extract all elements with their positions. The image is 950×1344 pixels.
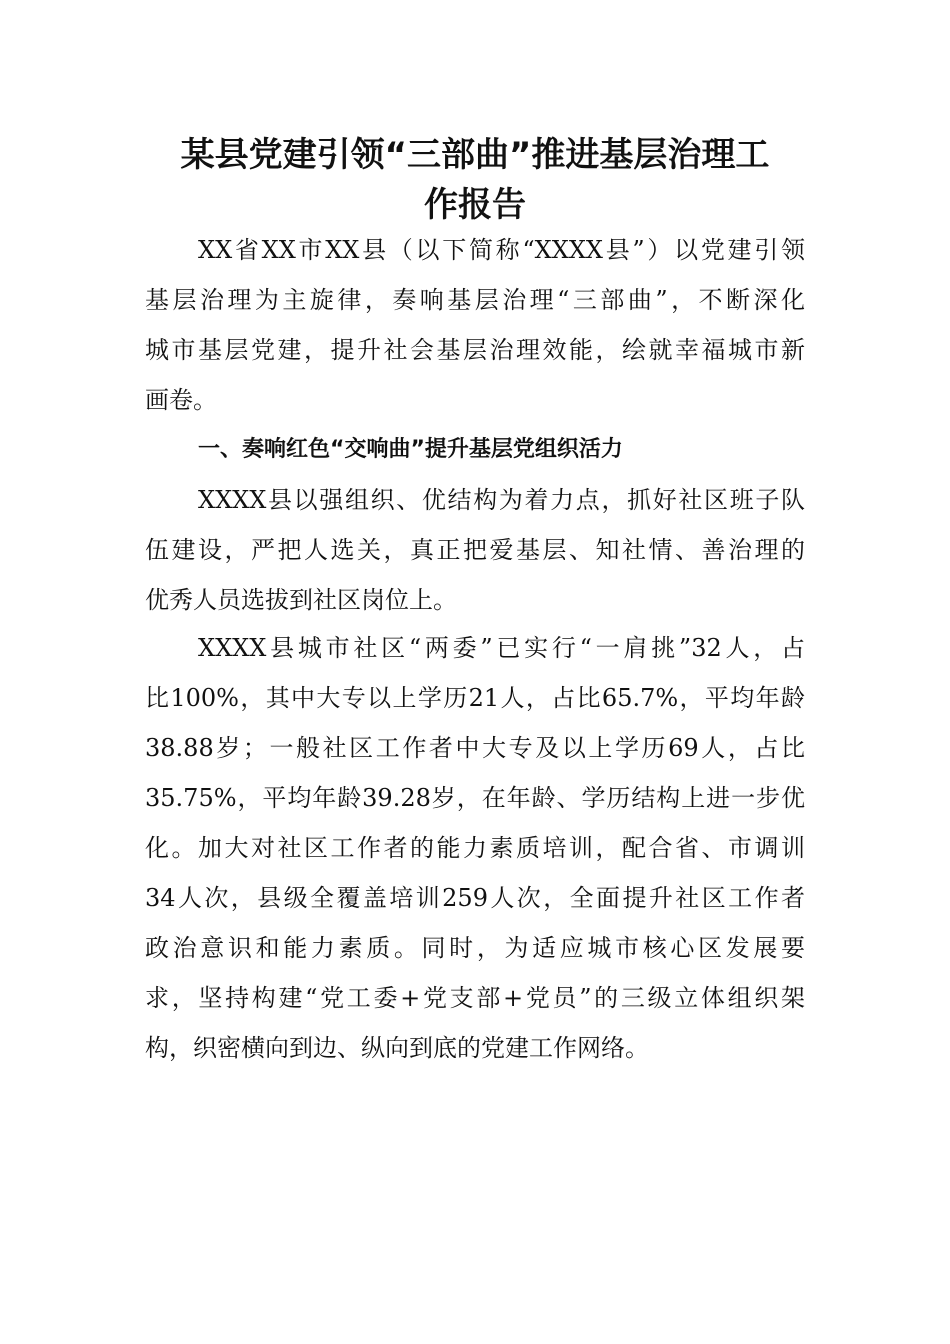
text-line: 优秀人员选拔到社区岗位上。 [145,586,457,614]
text-line: 画卷。 [145,386,217,414]
document-title-line-1: 某县党建引领“三部曲”推进基层治理工 [180,135,770,175]
document-title-line-2: 作报告 [424,185,526,225]
text-line: 伍建设，严把人选关，真正把爱基层、知社情、善治理的 [145,536,805,564]
text-line: 政治意识和能力素质。同时，为适应城市核心区发展要 [145,934,805,962]
text-line: 基层治理为主旋律，奏响基层治理“三部曲”，不断深化 [145,286,805,314]
text-line: XXXX县以强组织、优结构为着力点，抓好社区班子队 [198,486,805,514]
text-line: XX省XX市XX县（以下简称“XXXX县”）以党建引领 [198,236,805,264]
text-line: 构，织密横向到边、纵向到底的党建工作网络。 [145,1034,649,1062]
text-line: 34人次，县级全覆盖培训259人次，全面提升社区工作者 [145,884,805,912]
section-heading: 一、奏响红色“交响曲”提升基层党组织活力 [198,437,623,462]
text-line: 求，坚持构建“党工委+党支部+党员”的三级立体组织架 [145,984,805,1012]
text-line: 38.88岁；一般社区工作者中大专及以上学历69人，占比 [145,734,805,762]
text-line: 化。加大对社区工作者的能力素质培训，配合省、市调训 [145,834,805,862]
text-line: 城市基层党建，提升社会基层治理效能，绘就幸福城市新 [145,336,805,364]
text-line: 35.75%，平均年龄39.28岁，在年龄、学历结构上进一步优 [145,784,805,812]
text-line: XXXX县城市社区“两委”已实行“一肩挑”32人，占 [198,634,805,662]
text-line: 比100%，其中大专以上学历21人，占比65.7%，平均年龄 [145,684,805,712]
